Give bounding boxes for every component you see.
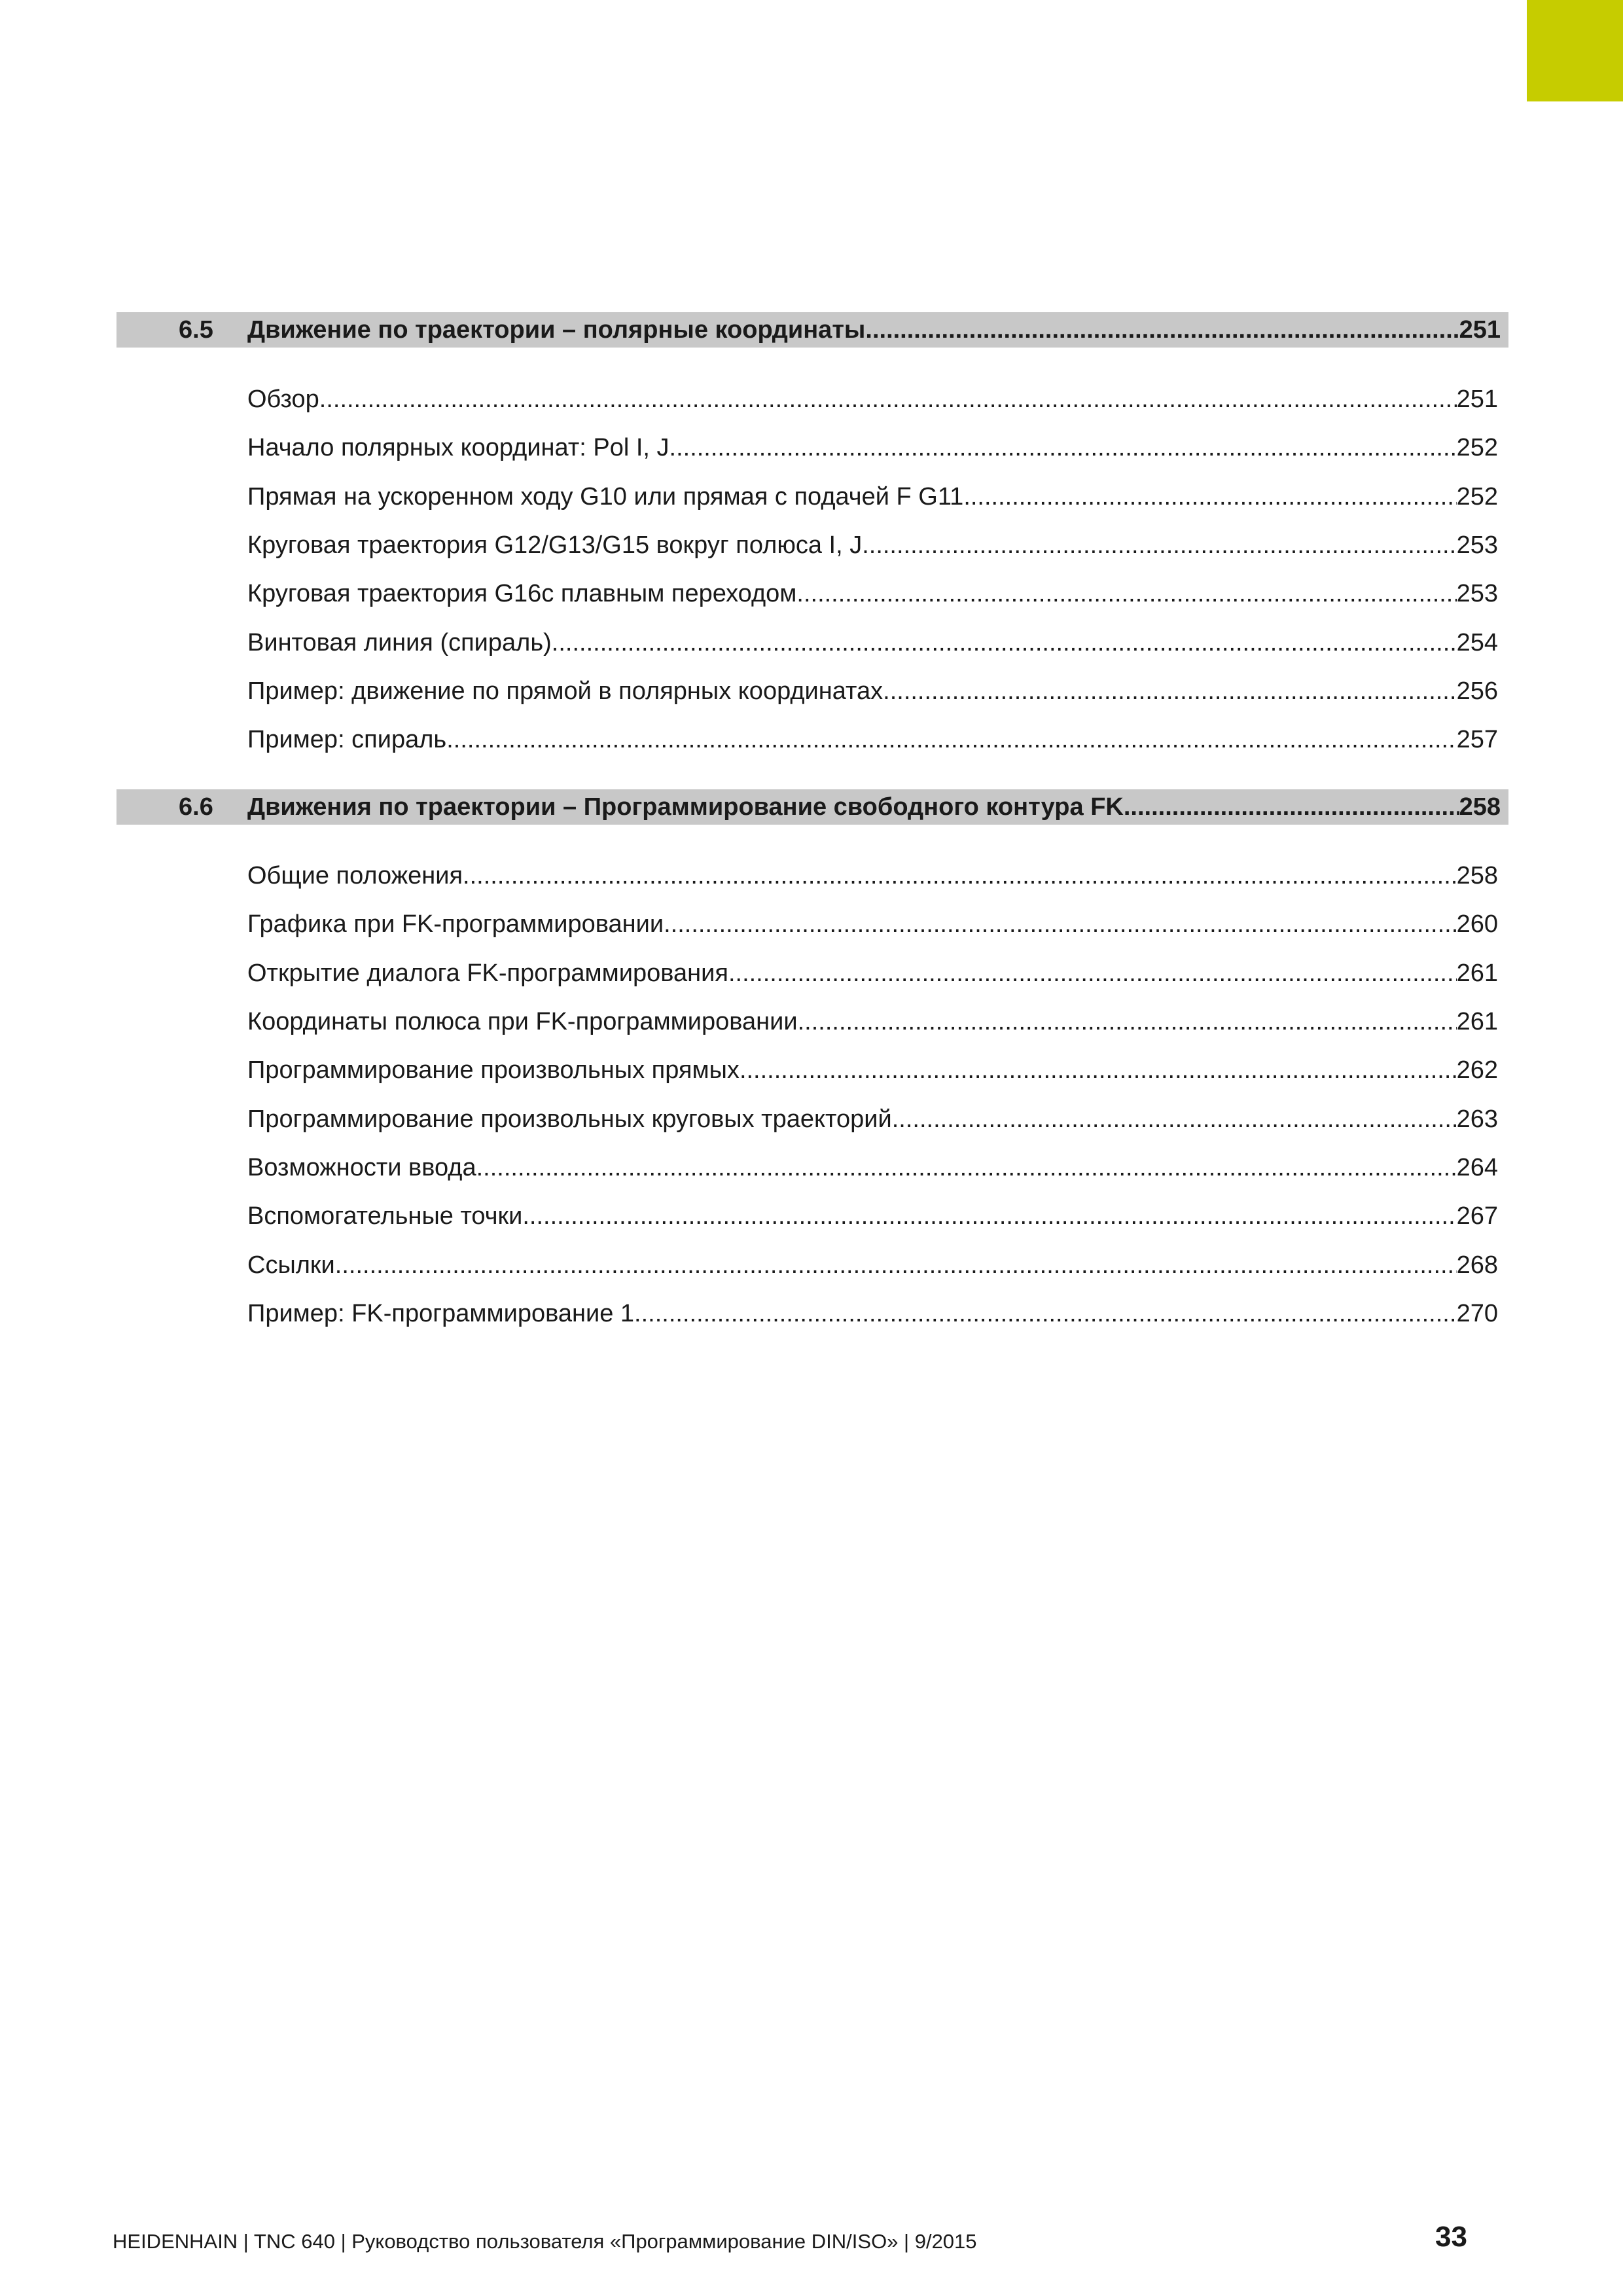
entry-title: Программирование произвольных прямых xyxy=(247,1056,740,1084)
entry-title: Ссылки xyxy=(247,1251,335,1279)
dot-leader xyxy=(796,574,1456,613)
entry-title: Прямая на ускоренном ходу G10 или прямая с подачей F G11 xyxy=(247,483,964,511)
section-title: Движение по траектории – полярные координаты xyxy=(247,316,866,344)
toc-entry[interactable] xyxy=(247,1294,1498,1333)
entry-title: Возможности ввода xyxy=(247,1154,476,1181)
chapter-tab-marker xyxy=(1527,0,1623,101)
dot-leader xyxy=(476,1148,1457,1187)
toc-entry[interactable] xyxy=(247,1100,1498,1139)
entry-title: Винтовая линия (спираль) xyxy=(247,629,552,656)
dot-leader xyxy=(319,380,1457,419)
entry-page: 261 xyxy=(1456,1008,1498,1035)
dot-leader xyxy=(728,954,1457,993)
toc-entry[interactable] xyxy=(247,720,1498,759)
entry-page: 267 xyxy=(1456,1202,1498,1230)
dot-leader xyxy=(963,477,1456,516)
section-number: 6.5 xyxy=(179,316,213,344)
section-header-6-6[interactable] xyxy=(116,789,1508,825)
entry-title: Круговая траектория G12/G13/G15 вокруг полюса I, J xyxy=(247,531,863,559)
dot-leader xyxy=(669,428,1457,467)
entry-page: 261 xyxy=(1456,960,1498,987)
entry-page: 252 xyxy=(1456,434,1498,461)
section-title: Движения по траектории – Программирование свободного контура FK xyxy=(247,793,1124,821)
entry-page: 260 xyxy=(1456,910,1498,938)
toc-entry[interactable] xyxy=(247,1148,1498,1187)
dot-leader xyxy=(883,672,1456,711)
entry-title: Координаты полюса при FK-программировании xyxy=(247,1008,798,1035)
entry-title: Открытие диалога FK-программирования xyxy=(247,960,728,987)
toc-entry[interactable] xyxy=(247,954,1498,993)
entry-page: 268 xyxy=(1456,1251,1498,1279)
toc-entry[interactable] xyxy=(247,905,1498,944)
entry-page: 257 xyxy=(1456,726,1498,753)
toc-entry[interactable] xyxy=(247,526,1498,565)
page-number: 33 xyxy=(1435,2221,1467,2253)
dot-leader xyxy=(798,1002,1457,1041)
entry-title: Начало полярных координат: Pol I, J xyxy=(247,434,669,461)
toc-entry[interactable] xyxy=(247,672,1498,711)
entry-page: 258 xyxy=(1456,862,1498,889)
toc-entry[interactable] xyxy=(247,623,1498,662)
toc-entry[interactable] xyxy=(247,1050,1498,1090)
dot-leader xyxy=(740,1050,1457,1090)
dot-leader xyxy=(335,1246,1457,1285)
dot-leader xyxy=(664,905,1456,944)
entry-title: Пример: движение по прямой в полярных координатах xyxy=(247,677,883,705)
dot-leader xyxy=(634,1294,1457,1333)
entry-page: 256 xyxy=(1456,677,1498,705)
toc-entry[interactable] xyxy=(247,574,1498,613)
section-number: 6.6 xyxy=(179,793,213,821)
section-page: 251 xyxy=(1459,316,1501,344)
entry-title: Вспомогательные точки xyxy=(247,1202,523,1230)
entry-page: 252 xyxy=(1456,483,1498,511)
toc-entry[interactable] xyxy=(247,1002,1498,1041)
entry-title: Графика при FK-программировании xyxy=(247,910,664,938)
entry-page: 270 xyxy=(1456,1300,1498,1327)
dot-leader xyxy=(892,1100,1457,1139)
entry-title: Общие положения xyxy=(247,862,463,889)
section-page: 258 xyxy=(1459,793,1501,821)
dot-leader xyxy=(552,623,1457,662)
entry-title: Обзор xyxy=(247,386,319,413)
dot-leader xyxy=(1124,789,1459,825)
toc-entry[interactable] xyxy=(247,477,1498,516)
entry-title: Пример: спираль xyxy=(247,726,447,753)
toc-entry[interactable] xyxy=(247,428,1498,467)
toc-entry[interactable] xyxy=(247,856,1498,895)
entry-page: 254 xyxy=(1456,629,1498,656)
entry-page: 253 xyxy=(1456,580,1498,607)
toc-entry[interactable] xyxy=(247,1246,1498,1285)
entry-page: 251 xyxy=(1456,386,1498,413)
dot-leader xyxy=(463,856,1457,895)
toc-entry[interactable] xyxy=(247,1196,1498,1236)
dot-leader xyxy=(865,312,1459,348)
entry-page: 262 xyxy=(1456,1056,1498,1084)
dot-leader xyxy=(446,720,1456,759)
entry-title: Программирование произвольных круговых траекторий xyxy=(247,1105,892,1133)
toc-entry[interactable] xyxy=(247,380,1498,419)
entry-page: 263 xyxy=(1456,1105,1498,1133)
entry-page: 253 xyxy=(1456,531,1498,559)
page-footer: HEIDENHAIN | TNC 640 | Руководство пользователя «Программирование DIN/ISO» | 9/2015 xyxy=(113,2230,977,2253)
entry-title: Пример: FK-программирование 1 xyxy=(247,1300,635,1327)
dot-leader xyxy=(862,526,1456,565)
entry-page: 264 xyxy=(1456,1154,1498,1181)
section-header-6-5[interactable] xyxy=(116,312,1508,348)
dot-leader xyxy=(522,1196,1456,1236)
entry-title: Круговая траектория G16с плавным переходом xyxy=(247,580,797,607)
